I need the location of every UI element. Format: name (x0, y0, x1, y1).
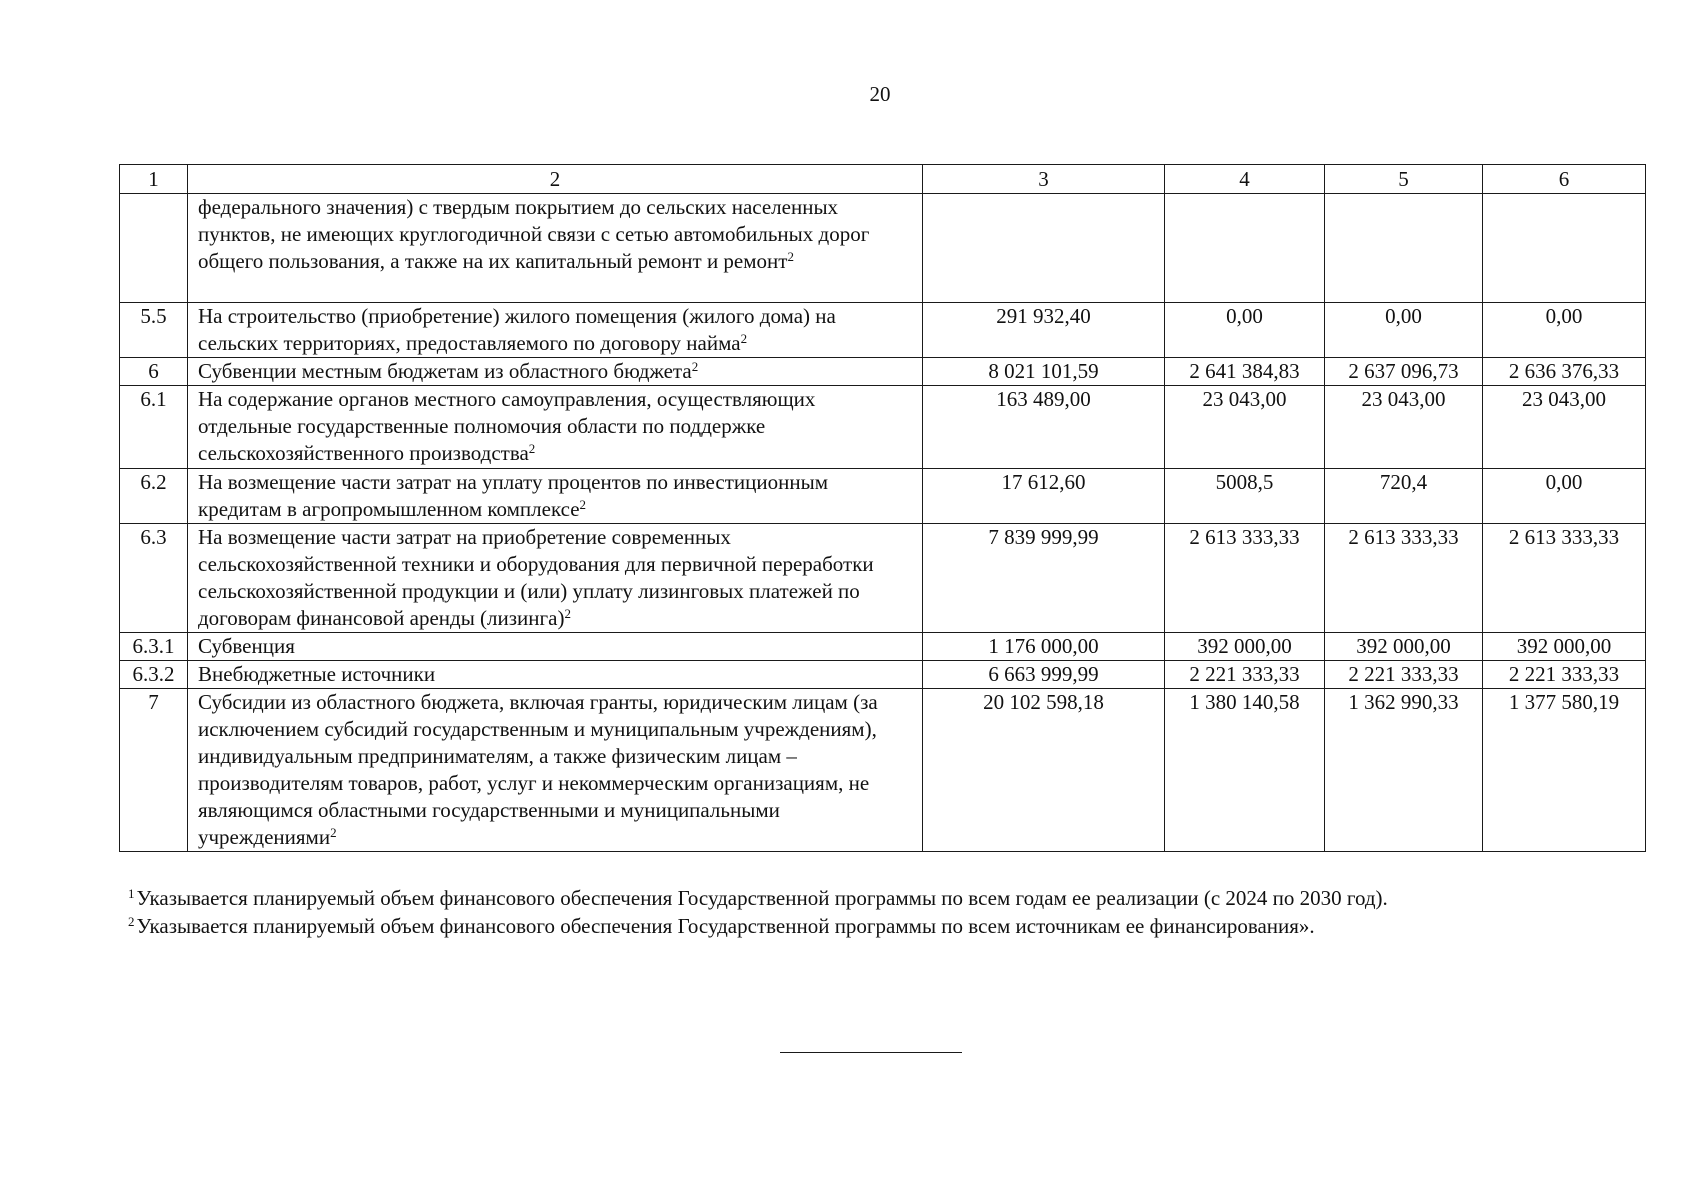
value-cell-col4: 1 380 140,58 (1165, 689, 1325, 852)
row-name: Внебюджетные источники (198, 662, 436, 686)
footnote-mark: 2 (579, 497, 587, 512)
value-cell-col3: 6 663 999,99 (923, 661, 1165, 689)
value-cell-col3: 1 176 000,00 (923, 633, 1165, 661)
row-name-cell (188, 303, 923, 358)
footnote-mark: 2 (787, 249, 794, 264)
footnote-mark: 1 (128, 886, 135, 901)
row-name: Субсидии из областного бюджета, включая гранты, юридическим лицам (за исключением субсидий государственным и муниципальным учреждениям), индивидуальным предпринимателям, а также физическим лицам – производителям товаров, работ, услуг и некоммерческим организациям, не являющимся областными государственными и муниципальными учреждениями (198, 690, 878, 849)
row-name: федерального значения) с твердым покрытием до сельских населенных пунктов, не имеющих круглогодичной связи с сетью автомобильных дорог общего пользования, а также на их капитальный ремонт и ремонт (198, 195, 870, 273)
value-cell-col5: 2 613 333,33 (1325, 524, 1483, 633)
column-header: 4 (1165, 165, 1325, 194)
row-name: На строительство (приобретение) жилого помещения (жилого дома) на сельских территориях, предоставляемого по договору найма (198, 304, 836, 355)
value-cell-col3: 7 839 999,99 (923, 524, 1165, 633)
value-cell-col3: 291 932,40 (923, 303, 1165, 358)
row-code: 6.3.1 (120, 633, 188, 661)
row-code (120, 194, 188, 303)
table-row (120, 358, 1646, 386)
row-code: 6.1 (120, 386, 188, 469)
value-cell-col4: 23 043,00 (1165, 386, 1325, 469)
footnote-mark: 2 (564, 606, 571, 621)
value-cell-col3: 17 612,60 (923, 469, 1165, 524)
row-name: На возмещение части затрат на приобретение современных сельскохозяйственной техники и оборудования для первичной переработки сельскохозяйственной продукции и (или) уплату лизинговых платежей по договорам финансовой аренды (лизинга) (198, 525, 874, 630)
row-name-cell (188, 358, 923, 386)
value-cell-col4: 392 000,00 (1165, 633, 1325, 661)
value-cell-col5: 2 221 333,33 (1325, 661, 1483, 689)
footnotes (128, 884, 1648, 940)
value-cell-col6: 23 043,00 (1483, 386, 1646, 469)
value-cell-col3: 163 489,00 (923, 386, 1165, 469)
row-code: 7 (120, 689, 188, 852)
row-name-cell (188, 386, 923, 469)
footnote-mark: 2 (691, 359, 699, 374)
column-header: 6 (1483, 165, 1646, 194)
table-row (120, 469, 1646, 524)
end-of-document-rule (780, 1052, 962, 1053)
footnote-mark: 2 (128, 914, 135, 929)
row-code: 6 (120, 358, 188, 386)
row-code: 6.3 (120, 524, 188, 633)
value-cell-col4 (1165, 194, 1325, 303)
value-cell-col4: 2 641 384,83 (1165, 358, 1325, 386)
value-cell-col5 (1325, 194, 1483, 303)
row-name-cell (188, 633, 923, 661)
row-code: 6.3.2 (120, 661, 188, 689)
value-cell-col5: 0,00 (1325, 303, 1483, 358)
value-cell-col6: 392 000,00 (1483, 633, 1646, 661)
table-header-row (120, 165, 1646, 194)
footnote-mark: 2 (740, 331, 748, 346)
value-cell-col6: 2 221 333,33 (1483, 661, 1646, 689)
column-header: 2 (188, 165, 923, 194)
row-name-cell (188, 524, 923, 633)
table-row (120, 689, 1646, 852)
value-cell-col5: 1 362 990,33 (1325, 689, 1483, 852)
row-name-cell (188, 661, 923, 689)
value-cell-col5: 720,4 (1325, 469, 1483, 524)
table-row (120, 386, 1646, 469)
value-cell-col5: 2 637 096,73 (1325, 358, 1483, 386)
value-cell-col6: 2 613 333,33 (1483, 524, 1646, 633)
column-header: 1 (120, 165, 188, 194)
page-number: 20 (869, 82, 891, 106)
value-cell-col6: 1 377 580,19 (1483, 689, 1646, 852)
footnote-text: Указывается планируемый объем финансового обеспечения Государственной программы по всем источникам ее финансирования». (136, 914, 1315, 938)
value-cell-col6 (1483, 194, 1646, 303)
table-row (120, 194, 1646, 303)
footnote-text: Указывается планируемый объем финансового обеспечения Государственной программы по всем годам ее реализации (с 2024 по 2030 год). (136, 886, 1388, 910)
table-row (120, 633, 1646, 661)
table-row (120, 303, 1646, 358)
row-name: На содержание органов местного самоуправления, осуществляющих отдельные государственные полномочия области по поддержке сельскохозяйственного производства (198, 387, 816, 465)
table-row (120, 661, 1646, 689)
value-cell-col6: 0,00 (1483, 469, 1646, 524)
value-cell-col3: 8 021 101,59 (923, 358, 1165, 386)
table-row (120, 524, 1646, 633)
row-name: На возмещение части затрат на уплату процентов по инвестиционным кредитам в агропромышленном комплексе (198, 470, 828, 521)
value-cell-col4: 2 221 333,33 (1165, 661, 1325, 689)
value-cell-col6: 0,00 (1483, 303, 1646, 358)
row-name-cell (188, 469, 923, 524)
row-name-cell (188, 689, 923, 852)
row-code: 5.5 (120, 303, 188, 358)
value-cell-col5: 392 000,00 (1325, 633, 1483, 661)
row-name: Субвенции местным бюджетам из областного бюджета (198, 359, 692, 383)
value-cell-col4: 0,00 (1165, 303, 1325, 358)
value-cell-col4: 5008,5 (1165, 469, 1325, 524)
row-name-cell (188, 194, 923, 303)
footnote-1 (128, 884, 1648, 912)
value-cell-col3: 20 102 598,18 (923, 689, 1165, 852)
value-cell-col6: 2 636 376,33 (1483, 358, 1646, 386)
footnote-mark: 2 (330, 825, 337, 840)
row-code: 6.2 (120, 469, 188, 524)
footnote-2 (128, 912, 1648, 940)
value-cell-col4: 2 613 333,33 (1165, 524, 1325, 633)
value-cell-col3 (923, 194, 1165, 303)
column-header: 3 (923, 165, 1165, 194)
column-header: 5 (1325, 165, 1483, 194)
budget-table (119, 164, 1646, 852)
value-cell-col5: 23 043,00 (1325, 386, 1483, 469)
footnote-mark: 2 (528, 441, 536, 456)
row-name: Субвенция (198, 634, 295, 658)
